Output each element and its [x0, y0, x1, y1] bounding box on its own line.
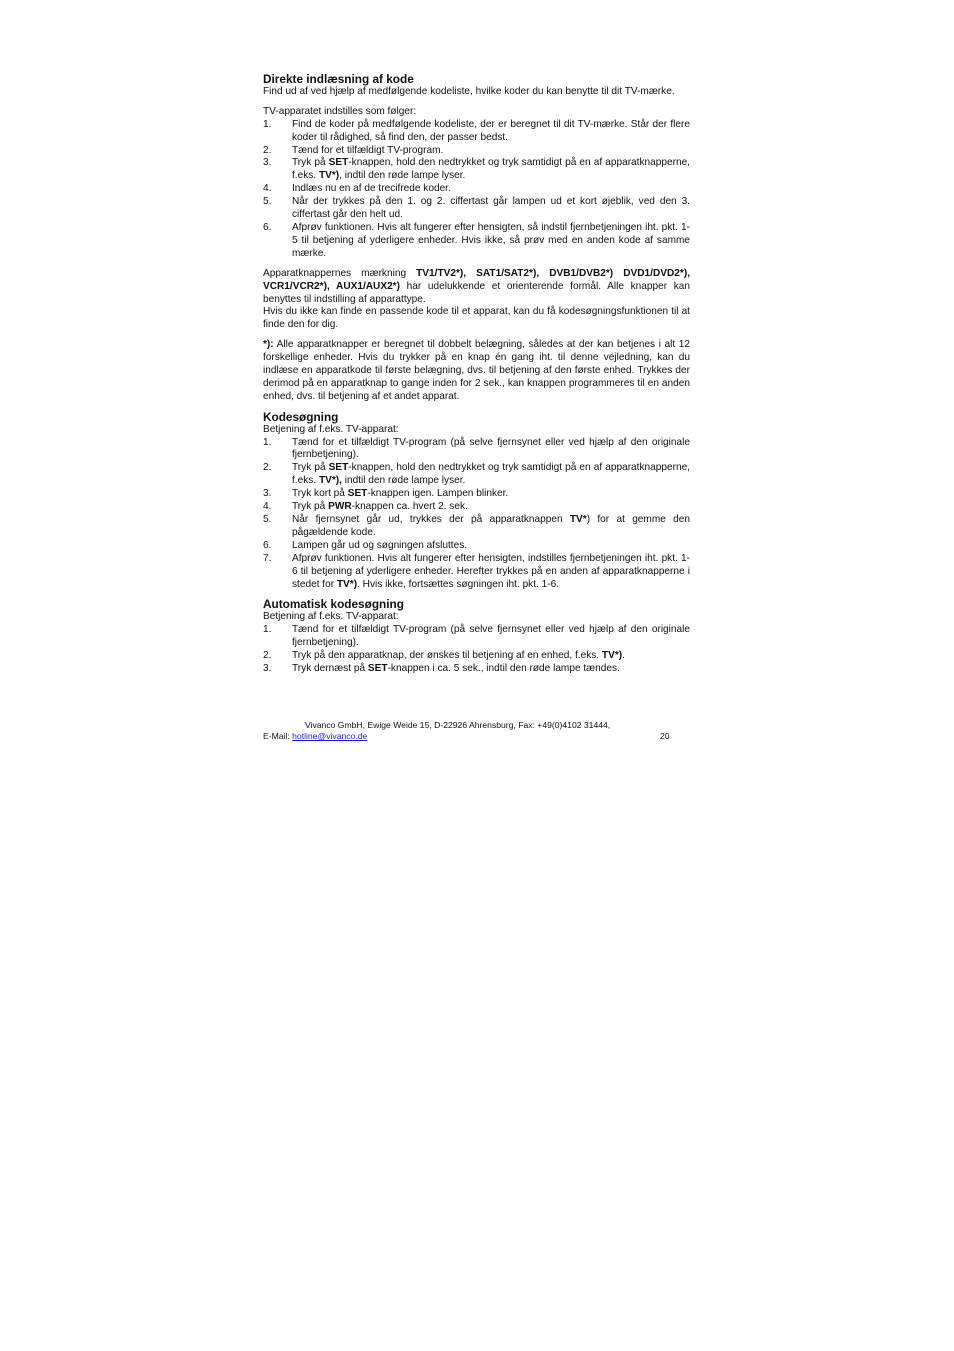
list-item: [263, 650, 690, 663]
text-run: Tænd for et tilfældigt TV-program (på selve fjernsynet eller ved hjælp af den originale fjernbetjening).: [292, 436, 690, 461]
list-item: [263, 624, 690, 650]
list-item-number: 6.: [263, 221, 272, 233]
email-link[interactable]: hotline@vivanco.de: [292, 731, 368, 741]
list-item-number: 6.: [263, 539, 272, 551]
list-item: [263, 437, 690, 463]
list-item-number: 4.: [263, 183, 272, 195]
text-run: har udelukkende et orienterende formål. Alle knapper kan benyttes til indstilling af apparattype.: [263, 280, 690, 305]
section-heading-auto-code-search: Automatisk kodesøgning: [263, 597, 404, 612]
code-search-hint: Hvis du ikke kan finde en passende kode til et apparat, kan du få kodesøgningsfunktionen til at finde den for dig.: [263, 306, 690, 331]
list-item-text: [292, 145, 690, 158]
steps-list-auto-code-search: [263, 624, 690, 676]
list-item-text: [292, 663, 690, 676]
list-item: [263, 196, 690, 222]
footer-email-label: E-Mail:: [263, 731, 293, 741]
list-item: [263, 145, 690, 158]
list-item-text: [292, 650, 690, 663]
list-item-text: [292, 157, 690, 183]
text-run: Tryk på: [292, 157, 329, 169]
document-page: [263, 73, 690, 676]
page-number: 20: [660, 731, 670, 741]
list-item: [263, 553, 690, 592]
bold-text: SET: [328, 462, 349, 474]
bold-text: TV*: [569, 514, 587, 525]
bold-text: TV*): [318, 170, 340, 182]
list-item-number: 5.: [263, 514, 272, 525]
section-intro: Betjening af f.eks. TV-apparat:: [263, 423, 399, 435]
section-subintro: TV-apparatet indstilles som følger:: [263, 105, 417, 117]
text-run: Tryk på den apparatknap, der ønskes til betjening af en enhed, f.eks.: [292, 650, 602, 662]
text-run: -knappen i ca. 5 sek., indtil den røde lampe tændes.: [387, 662, 620, 674]
text-run: Afprøv funktionen. Hvis alt fungerer efter hensigten, indstilles fjernbetjeningen iht. pkt. 1-6 til betjening af yderligere enheder. Herefter trykkes på en anden af apparatknapperne i stedet for: [292, 552, 690, 590]
list-item-number: 1.: [263, 624, 272, 636]
text-run: -knappen ca. hvert 2. sek.: [351, 501, 468, 513]
list-item-number: 3.: [263, 157, 272, 169]
text-run: . Hvis ikke, fortsættes søgningen iht. pkt. 1-6.: [357, 578, 560, 590]
list-item-text: [292, 196, 690, 222]
list-item: [263, 501, 690, 514]
list-item-text: [292, 437, 690, 463]
section-heading-code-search: Kodesøgning: [263, 409, 339, 424]
list-item-text: [292, 540, 690, 553]
section-heading-direct-code: Direkte indlæsning af kode: [263, 72, 414, 86]
list-item-number: 7.: [263, 552, 272, 564]
text-run: Indlæs nu en af de trecifrede koder.: [292, 183, 451, 195]
text-run: Tænd for et tilfældigt TV-program.: [292, 144, 444, 156]
list-item: [263, 462, 690, 488]
text-run: -knappen, hold den nedtrykket og tryk samtidigt på en af apparatknapperne, f.eks.: [292, 462, 690, 487]
list-item: [263, 183, 690, 196]
list-item-number: 4.: [263, 501, 272, 513]
list-item-number: 1.: [263, 436, 272, 448]
section-intro: Find ud af ved hjælp af medfølgende kodeliste, hvilke koder du kan benytte til dit TV-mærke.: [263, 85, 675, 97]
button-labels-note: [263, 268, 690, 307]
list-item: [263, 119, 690, 145]
text-run: , indtil den røde lampe lyser.: [339, 170, 466, 182]
text-run: Når fjernsynet går ud, trykkes der på apparatknappen: [292, 514, 570, 525]
list-item-number: 2.: [263, 144, 272, 156]
list-item-number: 2.: [263, 462, 272, 474]
bold-text: SET: [328, 157, 349, 169]
bold-text: TV*): [336, 578, 358, 590]
list-item-text: [292, 501, 690, 514]
list-item-text: [292, 462, 690, 488]
text-run: Find de koder på medfølgende kodeliste, der er beregnet til dit TV-mærke. Står der flere koder til rådighed, så find den, der passer bedst.: [292, 118, 690, 143]
text-run: indtil den røde lampe lyser.: [341, 475, 466, 487]
text-run: Afprøv funktionen. Hvis alt fungerer efter hensigten, så indstil fjernbetjeningen iht. pkt. 1-5 til betjening af yderligere enheder. Hvis ikke, så prøv med en anden kode af samme mærke.: [292, 221, 690, 259]
list-item: [263, 157, 690, 183]
text-run: Apparatknappernes mærkning: [263, 267, 417, 279]
list-item: [263, 514, 690, 540]
footnote-marker: *):: [263, 339, 274, 351]
bold-text: TV1/TV2*), SAT1/SAT2*), DVB1/DVB2*) DVD1/DVD2*), VCR1/VCR2*), AUX1/AUX2*): [263, 267, 690, 292]
list-item-number: 3.: [263, 488, 272, 500]
text-run: Lampen går ud og søgningen afsluttes.: [292, 539, 468, 551]
list-item: [263, 222, 690, 261]
list-item-text: [292, 553, 690, 592]
steps-list-code-search: [263, 437, 690, 592]
list-item-text: [292, 514, 690, 540]
text-run: Tryk på: [292, 462, 329, 474]
list-item-text: [292, 488, 690, 501]
section-intro: Betjening af f.eks. TV-apparat:: [263, 611, 399, 623]
text-run: Tænd for et tilfældigt TV-program (på selve fjernsynet eller ved hjælp af den originale fjernbetjening).: [292, 624, 690, 649]
text-run: Tryk dernæst på: [292, 662, 368, 674]
list-item-number: 2.: [263, 650, 272, 662]
list-item: [263, 488, 690, 501]
text-run: Tryk på: [292, 501, 329, 513]
list-item-number: 5.: [263, 196, 272, 208]
list-item-text: [292, 183, 690, 196]
list-item-text: [292, 624, 690, 650]
bold-text: TV*),: [318, 475, 342, 487]
text-run: -knappen igen. Lampen blinker.: [367, 488, 509, 500]
list-item: [263, 540, 690, 553]
bold-text: TV*): [601, 650, 623, 662]
list-item-text: [292, 119, 690, 145]
steps-list-direct-code: [263, 119, 690, 261]
list-item-number: 3.: [263, 662, 272, 674]
text-run: ) for at gemme den pågældende kode.: [292, 514, 690, 538]
text-run: -knappen, hold den nedtrykket og tryk samtidigt på en af apparatknapperne, f.eks.: [292, 157, 690, 182]
list-item-text: [292, 222, 690, 261]
text-run: Tryk kort på: [292, 488, 348, 500]
bold-text: SET: [347, 488, 368, 500]
bold-text: SET: [367, 662, 388, 674]
footnote: [263, 339, 690, 404]
text-run: Når der trykkes på den 1. og 2. ciffertast går lampen ud et kort øjeblik, ved den 3. ciffertast går den helt ud.: [292, 196, 690, 221]
footer-address: Vivanco GmbH, Ewige Weide 15, D-22926 Ahrensburg, Fax: +49(0)4102 31444,: [305, 720, 611, 730]
footnote-text: Alle apparatknapper er beregnet til dobbelt belægning, således at der kan betjenes i alt 12 forskellige enheder. Hvis du trykker på en knap én gang iht. til denne vejledning, kan du indlæse en apparatkode til første belægning, dvs. til betjening af den første enhed. Trykkes der derimod på en apparatknap to gange inden for 2 sek., kan knappen programmeres til en anden enhed, dvs. til betjening af et andet apparat.: [263, 339, 690, 402]
list-item: [263, 663, 690, 676]
list-item-number: 1.: [263, 118, 272, 130]
text-run: .: [622, 650, 625, 662]
page-footer: [263, 720, 683, 742]
bold-text: PWR: [328, 501, 352, 513]
